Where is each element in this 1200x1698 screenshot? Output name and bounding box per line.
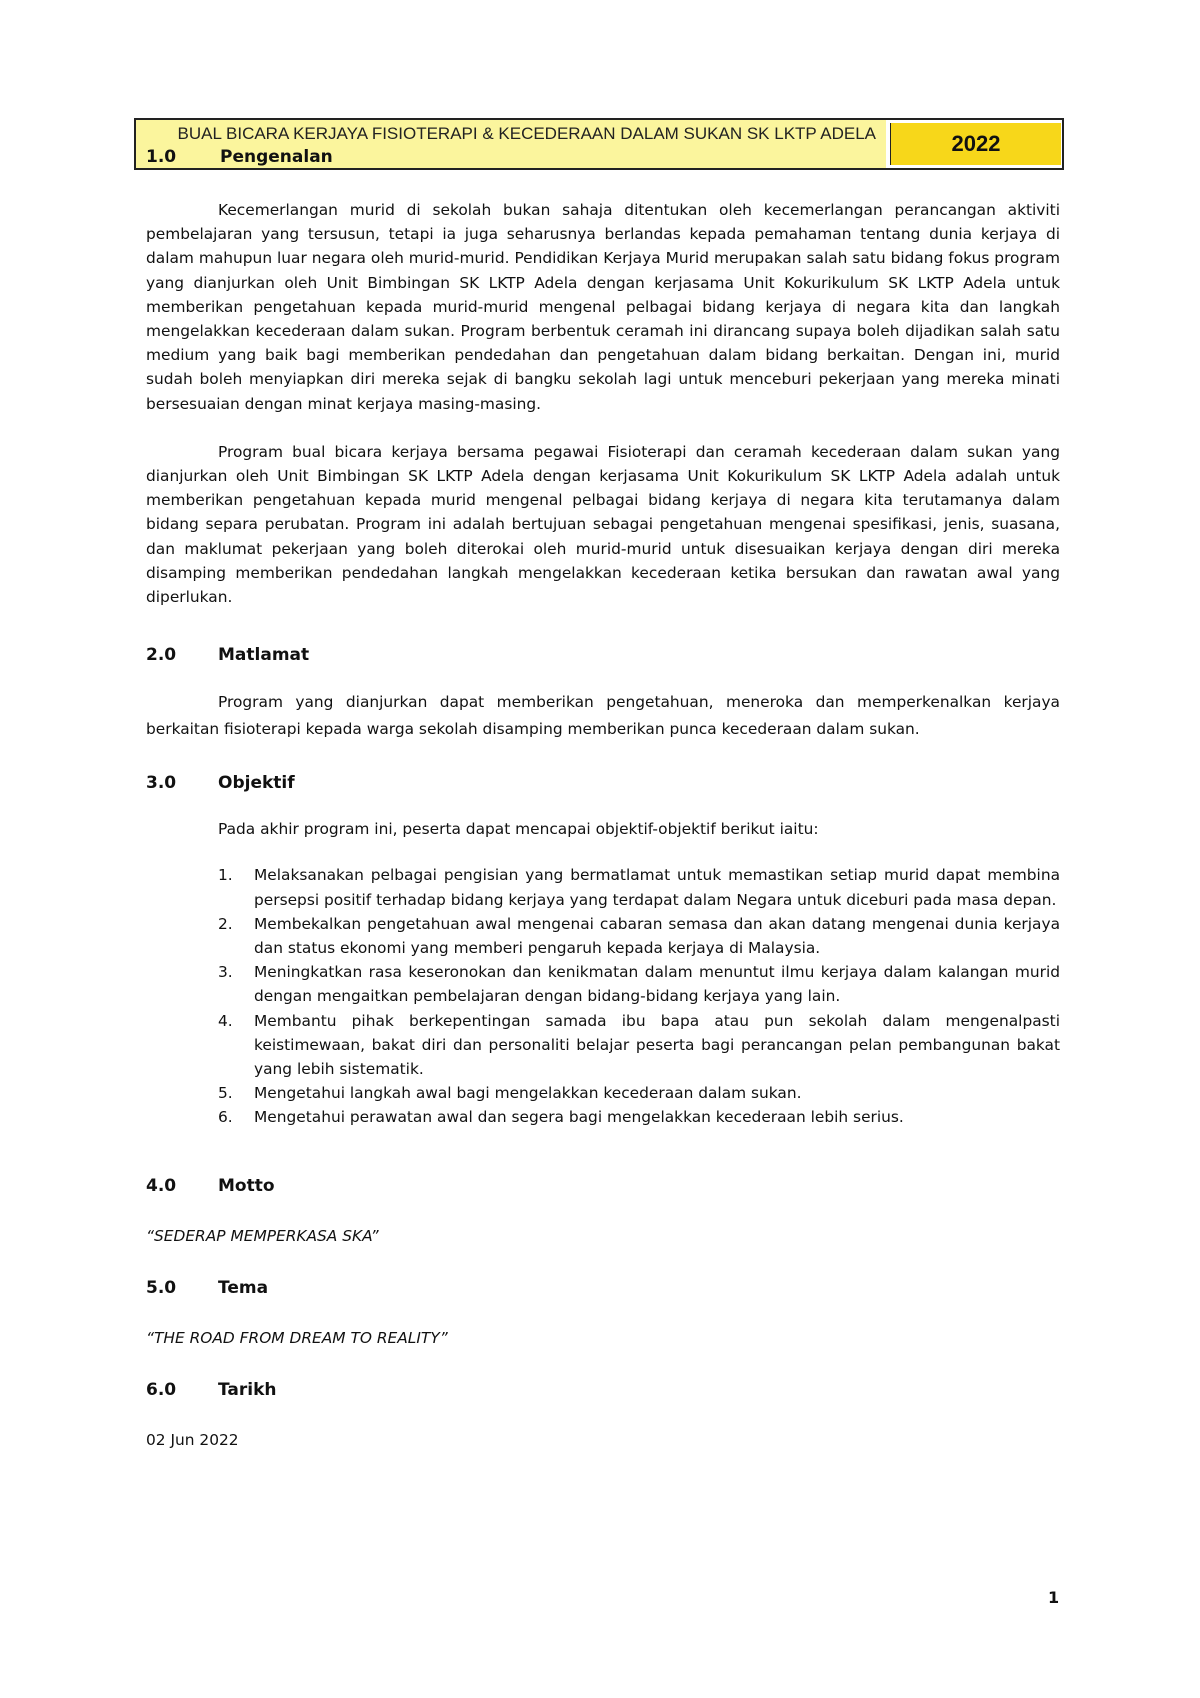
theme-text: “THE ROAD FROM DREAM TO REALITY”	[146, 1328, 448, 1347]
list-item: 3. Meningkatkan rasa keseronokan dan kenikmatan dalam menuntut ilmu kerjaya dalam kalangan murid dengan mengaitkan pembelajaran dengan bidang-bidang kerjaya yang lain.	[218, 963, 1060, 1006]
section-heading	[146, 1276, 1060, 1300]
section-number: 1.0	[146, 147, 177, 167]
list-item: 1. Melaksanakan pelbagai pengisian yang bermatlamat untuk memastikan setiap murid dapat membina persepsi positif terhadap bidang kerjaya yang terdapat dalam Negara untuk diceburi pada masa depan.	[218, 866, 1060, 909]
section-title: Objektif	[218, 773, 295, 794]
header-banner	[134, 118, 1064, 170]
event-date: 02 Jun 2022	[146, 1431, 239, 1450]
section-title: Tema	[218, 1277, 269, 1298]
objectives-list	[218, 863, 1060, 1129]
year-label: 2022	[951, 131, 1001, 156]
section-title: Tarikh	[218, 1380, 277, 1401]
intro-paragraph: Program bual bicara kerjaya bersama pegawai Fisioterapi dan ceramah kecederaan dalam sukan yang dianjurkan oleh Unit Bimbingan SK LKTP Adela dengan kerjasama Unit Kokurikulum SK LKTP Adela adalah untuk memberikan pengetahuan kepada murid mengenal pelbagai bidang kerjaya di negara kita terutamanya dalam bidang separa perubatan. Program ini adalah bertujuan sebagai pengetahuan mengenai spesifikasi, jenis, suasana, dan maklumat pekerjaan yang boleh diterokai oleh murid-murid untuk disesuaikan kerjaya dengan diri mereka disamping memberikan pendedahan langkah mengelakkan kecederaan ketika bersukan dan rawatan awal yang diperlukan.	[146, 442, 1060, 607]
document-title: BUAL BICARA KERJAYA FISIOTERAPI & KECEDERAAN DALAM SUKAN SK LKTP ADELA	[177, 124, 876, 143]
section-heading	[146, 1378, 1060, 1402]
list-item: 5. Mengetahui langkah awal bagi mengelakkan kecederaan dalam sukan.	[218, 1084, 802, 1103]
page-number: 1	[1048, 1588, 1060, 1607]
list-item: 6. Mengetahui perawatan awal dan segera bagi mengelakkan kecederaan lebih serius.	[218, 1108, 904, 1127]
section-number: 2.0	[146, 645, 177, 666]
document-body	[146, 198, 1060, 1452]
section-heading	[146, 643, 1060, 667]
section-heading	[146, 1174, 1060, 1198]
section-title: Motto	[218, 1175, 275, 1196]
section-number: 6.0	[146, 1380, 177, 1401]
section-heading	[146, 771, 1060, 795]
objectives-intro: Pada akhir program ini, peserta dapat mencapai objektif-objektif berikut iaitu:	[218, 820, 819, 839]
goal-paragraph: Program yang dianjurkan dapat memberikan pengetahuan, meneroka dan memperkenalkan kerjaya berkaitan fisioterapi kepada warga sekolah disamping memberikan punca kecederaan dalam sukan.	[146, 693, 1060, 739]
section-title: Matlamat	[218, 645, 310, 666]
list-item: 2. Membekalkan pengetahuan awal mengenai cabaran semasa dan akan datang mengenai dunia kerjaya dan status ekonomi yang memberi pengaruh kepada kerjaya di Malaysia.	[218, 914, 1060, 958]
list-item: 4. Membantu pihak berkepentingan samada ibu bapa atau pun sekolah dalam mengenalpasti keistimewaan, bakat diri dan personaliti belajar peserta bagi perancangan pelan pembangunan bakat yang lebih sistematik.	[218, 1011, 1060, 1079]
year-box	[890, 123, 1061, 165]
motto-text: “SEDERAP MEMPERKASA SKA”	[146, 1226, 379, 1245]
intro-paragraph: Kecemerlangan murid di sekolah bukan sahaja ditentukan oleh kecemerlangan perancangan aktiviti pembelajaran yang tersusun, tetapi ia juga seharusnya berlandas kepada pemahaman tentang dunia kerjaya di dalam mahupun luar negara oleh murid-murid. Pendidikan Kerjaya Murid merupakan salah satu bidang fokus program yang dianjurkan oleh Unit Bimbingan SK LKTP Adela dengan kerjasama Unit Kokurikulum SK LKTP Adela untuk memberikan pengetahuan kepada murid-murid mengenal pelbagai bidang kerjaya di negara kita dan langkah mengelakkan kecederaan dalam sukan. Program berbentuk ceramah ini dirancang supaya boleh dijadikan salah satu medium yang baik bagi memberikan pendedahan dan pengetahuan dalam bidang berkaitan. Dengan ini, murid sudah boleh menyiapkan diri mereka sejak di bangku sekolah lagi untuk menceburi pekerjaan yang mereka minati bersesuaian dengan minat kerjaya masing-masing.	[146, 201, 1060, 413]
section-number: 3.0	[146, 773, 177, 794]
section-number: 5.0	[146, 1277, 177, 1298]
section-title: Pengenalan	[220, 147, 333, 167]
section-number: 4.0	[146, 1175, 177, 1196]
